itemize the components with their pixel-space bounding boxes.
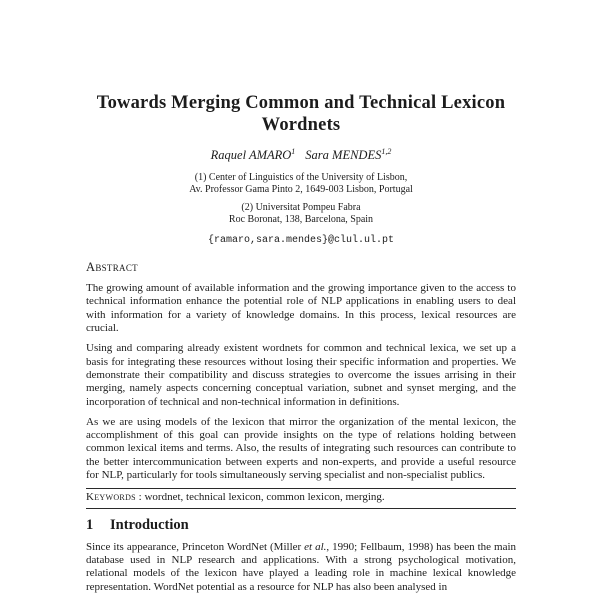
contact-email: {ramaro,sara.mendes}@clul.ul.pt — [207, 235, 395, 247]
author-1 — [211, 148, 296, 162]
author-2-affiliation-marker: 1,2 — [381, 147, 392, 156]
affiliation-1-line-1: (1) Center of Linguistics of the University of Lisbon, — [194, 172, 408, 184]
authors-line — [86, 144, 516, 163]
paper-sheet — [86, 0, 516, 594]
keywords-strip — [86, 488, 516, 509]
paper-title — [86, 93, 516, 136]
affiliation-2-line-2: Roc Boronat, 138, Barcelona, Spain — [228, 213, 374, 225]
section-1-heading — [86, 517, 516, 534]
author-2 — [305, 148, 391, 162]
abstract-paragraph-1: The growing amount of available information and the growing importance given to the access to technical information enhance the potential role of NLP applications in enabling users to deal with information for a variety of knowledge domains. In this process, lexical resources are crucial. — [86, 282, 516, 335]
keywords-label: Keywords — [86, 491, 136, 504]
abstract-paragraph-3: As we are using models of the lexicon that mirror the organization of the mental lexicon, the accomplishment of this goal can provide insights on the type of relations holding between common lexical items and terms. Also, the results of integrating such resources can contribute to the better intercommunication between experts and non-experts, and provide a useful resource for NLP, particularly for tools simultaneously serving specialist and non-specialist publics. — [86, 415, 516, 482]
section-1-title: Introduction — [110, 516, 189, 533]
author-1-affiliation-marker: 1 — [291, 147, 296, 156]
affiliation-2 — [86, 202, 516, 225]
intro-etal-citation: et al. — [304, 540, 327, 553]
affiliation-1-line-2: Av. Professor Gama Pinto 2, 1649-003 Lisbon, Portugal — [189, 183, 413, 195]
section-1-number: 1 — [86, 516, 94, 533]
affiliation-1 — [86, 172, 516, 195]
author-1-name: Raquel AMARO — [210, 148, 292, 163]
introduction-paragraph-1 — [86, 541, 516, 594]
paper-title-line-2: Wordnets — [261, 114, 341, 135]
keywords-list: : wordnet, technical lexicon, common lexicon, merging. — [135, 491, 385, 504]
abstract-paragraph-2: Using and comparing already existent wordnets for common and technical lexica, we set up a basis for integrating these resources without losing their specific information and properties. We demonstrate their compatibility and discuss strategies to overcome the issues arrising in their merging, namely aspects concerning conceptual variation, subnet and synset merging, and the incorporation of technical and non-technical information in definitions. — [86, 342, 516, 408]
paper-title-line-1: Towards Merging Common and Technical Lexicon — [96, 93, 506, 113]
intro-text-after-etal: , 1990; Fellbaum, 1998) has been the main database used in NLP research and applications. With a strong psychological motivation, relational models of the lexicon have played a leading role in machine lexical knowledge representation. WordNet potential as a resource for NLP has also been analysed in — [86, 540, 517, 593]
intro-text-before-etal: Since its appearance, Princeton WordNet (Miller — [86, 540, 305, 553]
author-2-name: Sara MENDES — [305, 148, 382, 163]
affiliation-2-line-1: (2) Universitat Pompeu Fabra — [241, 202, 361, 214]
abstract-heading: Abstract — [86, 260, 138, 275]
